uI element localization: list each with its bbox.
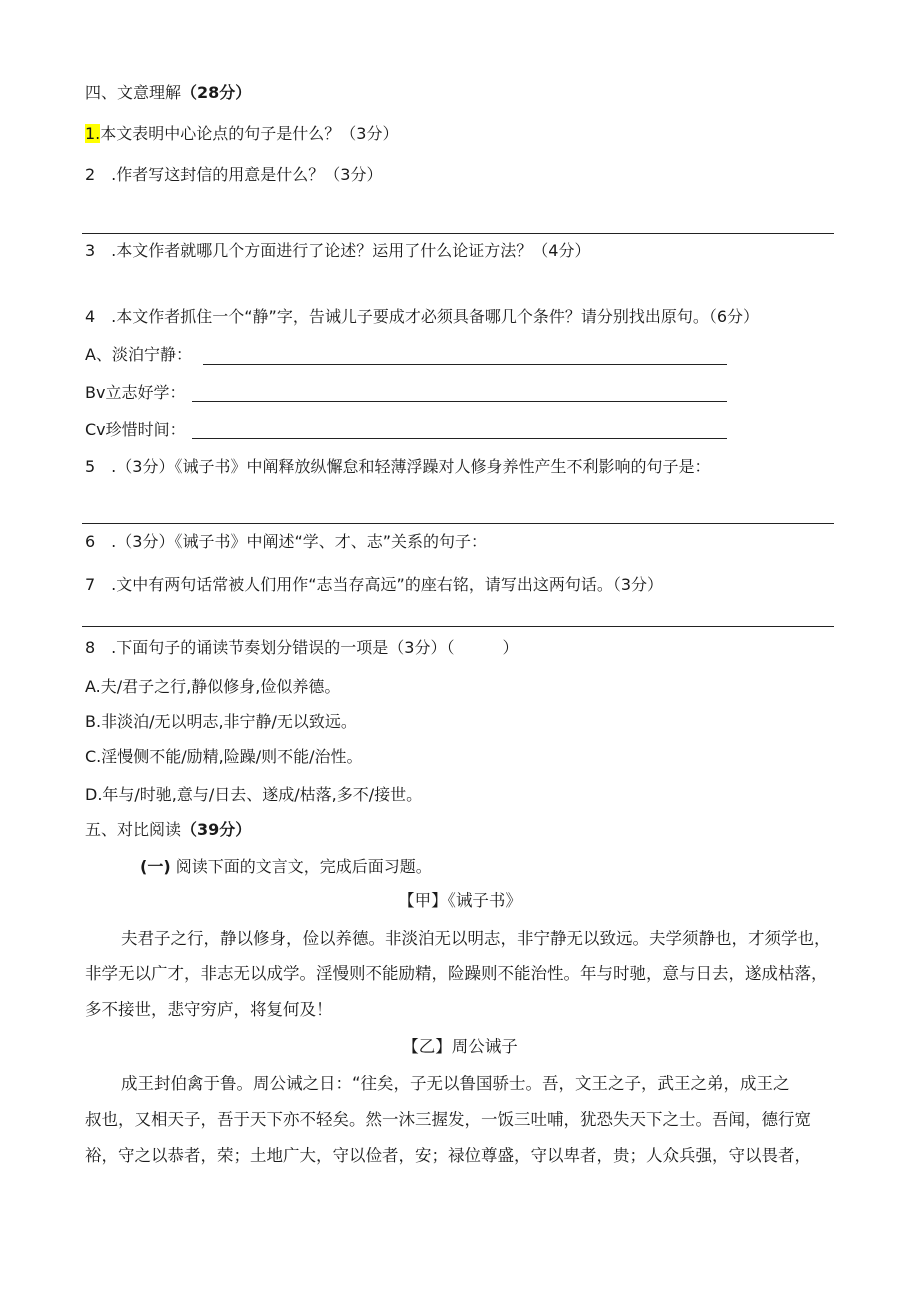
section5-heading bbox=[85, 819, 251, 841]
question-7: 7 .文中有两句话常被人们用作“志当存高远”的座右铭，请写出这两句话。（3分） bbox=[85, 575, 664, 594]
answer-blank-c[interactable] bbox=[192, 438, 727, 439]
passage-jia-title: 【甲】《诫子书》 bbox=[398, 891, 522, 910]
section4-heading bbox=[85, 82, 251, 104]
question-4-option-c: Cv珍惜时间： bbox=[85, 420, 186, 439]
question-4-option-a: A、淡泊宁静： bbox=[85, 345, 192, 364]
passage-yi-line-1: 成王封伯禽于鲁。周公诫之日：“往矣，子无以鲁国骄士。吾，文王之子，武王之弟，成王之 bbox=[121, 1074, 790, 1093]
section5-title: 五、对比阅读 bbox=[85, 820, 182, 839]
section5-score: （39分） bbox=[181, 820, 252, 839]
question-4: 4 .本文作者抓住一个“静”字，告诫儿子要成才必须具备哪几个条件？请分别找出原句。（6分） bbox=[85, 307, 760, 326]
question-8: 8 .下面句子的诵读节奏划分错误的一项是（3分）（ ） bbox=[85, 638, 519, 657]
answer-line-q2 bbox=[82, 233, 834, 234]
answer-blank-b[interactable] bbox=[192, 401, 727, 402]
passage-jia-line-1: 夫君子之行，静以修身，俭以养德。非淡泊无以明志，非宁静无以致远。夫学须静也，才须学也， bbox=[121, 929, 831, 948]
answer-line-q5 bbox=[82, 523, 834, 524]
question-8-option-d: D.年与/时驰,意与/日去、遂成/枯落,多不/接世。 bbox=[85, 785, 423, 804]
answer-blank-a[interactable] bbox=[203, 364, 727, 365]
question-1-number: 1. bbox=[85, 124, 101, 143]
question-8-option-a: A.夫/君子之行,静似修身,俭似养德。 bbox=[85, 677, 341, 696]
passage-jia-line-2: 非学无以广才，非志无以成学。淫慢则不能励精，险躁则不能治性。年与时驰，意与日去，遂成枯落， bbox=[85, 964, 828, 983]
passage-jia-line-3: 多不接世，悲守穷庐，将复何及！ bbox=[85, 1000, 333, 1019]
question-3: 3 .本文作者就哪几个方面进行了论述？运用了什么论证方法？（4分） bbox=[85, 241, 591, 260]
section5-sub-heading bbox=[140, 856, 432, 878]
question-8-option-c: C.淫慢侧不能/励精,险躁/则不能/治性。 bbox=[85, 747, 363, 766]
sub-heading-text: 阅读下面的文言文，完成后面习题。 bbox=[175, 857, 432, 876]
passage-yi-line-3: 裕，守之以恭者，荣；土地广大，守以俭者，安；禄位尊盛，守以卑者，贵；人众兵强，守以畏者， bbox=[85, 1146, 811, 1165]
question-1 bbox=[85, 123, 398, 145]
question-6: 6 .（3分）《诫子书》中阐述“学、才、志”关系的句子： bbox=[85, 532, 488, 551]
question-4-option-b: Bv立志好学： bbox=[85, 383, 186, 402]
answer-line-q7 bbox=[82, 626, 834, 627]
section4-title: 四、文意理解 bbox=[85, 83, 182, 102]
sub-heading-number: (一) bbox=[140, 857, 171, 876]
question-8-option-b: B.非淡泊/无以明志,非宁静/无以致远。 bbox=[85, 712, 357, 731]
section4-score: （28分） bbox=[181, 83, 252, 102]
question-1-text: 本文表明中心论点的句子是什么？（3分） bbox=[100, 124, 399, 143]
passage-yi-line-2: 叔也，又相天子，吾于天下亦不轻矣。然一沐三握发，一饭三吐哺，犹恐失天下之士。吾闻，德行宽 bbox=[85, 1110, 811, 1129]
passage-yi-title: 【乙】周公诫子 bbox=[402, 1037, 518, 1056]
question-5: 5 .（3分）《诫子书》中阐释放纵懈怠和轻薄浮躁对人修身养性产生不利影响的句子是： bbox=[85, 457, 711, 476]
question-2: 2 .作者写这封信的用意是什么？（3分） bbox=[85, 165, 383, 184]
